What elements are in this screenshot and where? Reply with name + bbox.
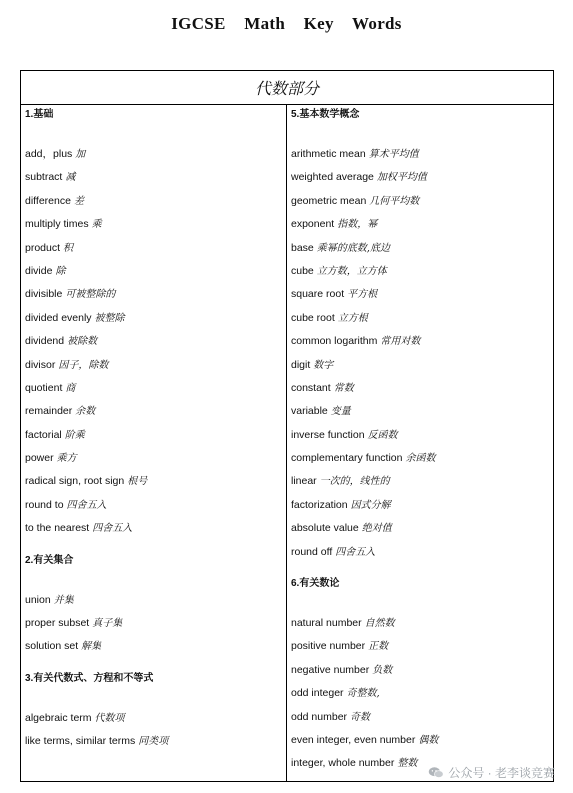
term-chinese: 加	[75, 149, 86, 160]
term-chinese: 减	[65, 172, 76, 184]
term-row	[25, 190, 286, 213]
term-chinese: 偶数	[418, 734, 439, 746]
term-row	[25, 635, 286, 658]
term-row	[25, 213, 286, 236]
term-chinese: 阶乘	[64, 429, 85, 441]
term-chinese: 真子集	[92, 618, 123, 630]
term-row	[291, 470, 553, 493]
term-row	[291, 283, 553, 306]
term-chinese: 绝对值	[361, 523, 392, 535]
term-chinese: 四舍五入	[66, 499, 107, 511]
section-gap	[25, 569, 286, 589]
term-row	[291, 354, 553, 377]
term-chinese: 差	[73, 195, 84, 207]
right-column	[287, 105, 553, 782]
term-row	[291, 635, 553, 658]
term-english: base	[291, 241, 314, 254]
term-row	[25, 447, 286, 470]
term-english: exponent	[291, 218, 335, 231]
term-chinese: 几何平均数	[369, 195, 420, 207]
term-chinese: 负数	[372, 664, 393, 676]
term-chinese: 同类项	[138, 736, 169, 748]
term-chinese: 代数项	[94, 712, 125, 724]
section-gap	[25, 123, 286, 143]
term-chinese: 并集	[53, 594, 74, 606]
term-chinese: 立方数，立方体	[316, 265, 387, 277]
term-english: multiply times	[25, 218, 89, 231]
page-title: IGCSE Math Key Words	[171, 14, 402, 33]
term-english: algebraic term	[25, 711, 92, 724]
term-english: divided evenly	[25, 311, 92, 324]
term-row	[25, 707, 286, 730]
section-spacer	[25, 659, 286, 671]
term-chinese: 加权平均值	[376, 172, 427, 184]
term-english: union	[25, 593, 51, 606]
term-chinese: 乘方	[56, 453, 77, 465]
term-english: geometric mean	[291, 194, 367, 207]
term-chinese: 因式分解	[350, 499, 391, 511]
term-chinese: 被除数	[67, 336, 98, 348]
term-row	[25, 260, 286, 283]
term-row	[25, 354, 286, 377]
term-english: round to	[25, 498, 64, 511]
term-row	[291, 447, 553, 470]
term-chinese: 余函数	[405, 453, 436, 465]
term-row	[25, 377, 286, 400]
term-english: cube	[291, 264, 314, 277]
term-row	[25, 237, 286, 260]
term-chinese: 立方根	[337, 312, 368, 324]
term-chinese: 常数	[333, 382, 354, 394]
term-chinese: 可被整除的	[65, 289, 116, 301]
term-row	[291, 517, 553, 540]
term-chinese: 积	[63, 242, 74, 254]
section-title: 1.基础	[25, 109, 54, 120]
section-gap	[291, 592, 553, 612]
term-english: odd number	[291, 710, 348, 723]
term-chinese: 根号	[127, 476, 148, 488]
term-row	[291, 706, 553, 729]
section-title: 6.有关数论	[291, 578, 340, 590]
term-row	[291, 190, 553, 213]
term-english: product	[25, 241, 61, 254]
term-chinese: 余数	[75, 406, 96, 418]
term-english: common logarithm	[291, 335, 378, 348]
term-chinese: 四舍五入	[92, 523, 133, 535]
term-row	[291, 424, 553, 447]
term-chinese: 解集	[81, 641, 102, 653]
term-english: factorial	[25, 428, 62, 441]
term-row	[291, 659, 553, 682]
term-english: difference	[25, 194, 71, 207]
term-english: variable	[291, 405, 328, 418]
section-spacer	[291, 564, 553, 576]
term-english: cube root	[291, 311, 335, 324]
section-title: 5.基本数学概念	[291, 109, 360, 120]
term-english: divide	[25, 264, 53, 277]
table-header: 代数部分	[21, 71, 553, 105]
term-english: square root	[291, 288, 345, 301]
term-chinese: 反函数	[367, 429, 398, 441]
term-row	[291, 541, 553, 564]
term-chinese: 商	[65, 382, 76, 394]
term-row	[291, 213, 553, 236]
term-row	[25, 470, 286, 493]
term-row	[25, 612, 286, 635]
term-row	[291, 260, 553, 283]
term-english: radical sign, root sign	[25, 475, 125, 488]
term-chinese: 变量	[330, 406, 351, 418]
term-chinese: 正数	[368, 641, 389, 653]
watermark	[428, 764, 555, 781]
term-chinese: 数字	[313, 359, 334, 371]
term-english: arithmetic mean	[291, 148, 366, 160]
wechat-icon	[428, 766, 444, 779]
term-row	[25, 517, 286, 540]
term-english: weighted average	[291, 171, 374, 184]
term-chinese: 除	[55, 265, 66, 277]
term-english: solution set	[25, 640, 79, 653]
term-chinese: 乘	[91, 219, 102, 231]
term-chinese: 整数	[397, 758, 418, 770]
term-chinese: 自然数	[364, 618, 395, 630]
term-english: power	[25, 452, 54, 465]
term-row	[291, 377, 553, 400]
term-row	[291, 330, 553, 353]
term-row	[291, 729, 553, 752]
term-chinese: 乘幂的底数,底边	[316, 242, 390, 254]
term-english: subtract	[25, 171, 63, 184]
term-chinese: 奇数	[350, 711, 371, 723]
term-english: divisible	[25, 288, 63, 301]
term-english: inverse function	[291, 428, 365, 441]
term-row	[291, 166, 553, 189]
term-row	[25, 400, 286, 423]
term-english: quotient	[25, 381, 63, 394]
term-row	[291, 400, 553, 423]
term-english: natural number	[291, 617, 362, 630]
term-english: constant	[291, 381, 331, 394]
term-row	[291, 494, 553, 517]
term-row	[25, 307, 286, 330]
term-english: to the nearest	[25, 522, 90, 535]
term-english: odd integer	[291, 687, 344, 700]
term-row	[291, 143, 553, 166]
term-english: linear	[291, 475, 317, 488]
watermark-text: 公众号 · 老李谈竞赛	[448, 766, 555, 780]
term-row	[291, 307, 553, 330]
term-english: round off	[291, 545, 333, 558]
term-row	[25, 143, 286, 166]
term-row	[291, 237, 553, 260]
term-english: absolute value	[291, 522, 359, 535]
term-row	[25, 166, 286, 189]
term-english: positive number	[291, 640, 366, 653]
term-english: factorization	[291, 498, 348, 511]
term-english: like terms, similar terms	[25, 735, 136, 748]
term-english: divisor	[25, 358, 56, 371]
term-english: add，plus	[25, 148, 73, 160]
left-column	[21, 105, 287, 782]
term-row	[25, 283, 286, 306]
term-chinese: 被整除	[94, 312, 125, 324]
term-english: proper subset	[25, 617, 90, 630]
section-gap	[291, 123, 553, 143]
term-english: complementary function	[291, 452, 403, 465]
term-row	[291, 682, 553, 705]
term-chinese: 因子，除数	[58, 359, 109, 371]
section-spacer	[25, 541, 286, 553]
term-chinese: 平方根	[347, 289, 378, 301]
term-row	[25, 424, 286, 447]
vocabulary-table	[20, 70, 554, 782]
term-chinese: 一次的，线性的	[319, 476, 390, 488]
section-title: 2.有关集合	[25, 554, 74, 566]
term-english: dividend	[25, 335, 65, 348]
term-chinese: 算术平均值	[368, 149, 419, 160]
term-chinese: 指数，幂	[337, 219, 378, 231]
term-english: negative number	[291, 663, 370, 676]
term-english: integer, whole number	[291, 757, 395, 770]
term-row	[25, 589, 286, 612]
section-title: 3.有关代数式、方程和不等式	[25, 672, 154, 684]
term-row	[25, 730, 286, 753]
term-english: even integer, even number	[291, 733, 416, 746]
term-row	[25, 330, 286, 353]
section-gap	[25, 687, 286, 707]
term-chinese: 奇整数,	[346, 688, 380, 700]
term-row	[291, 612, 553, 635]
term-row	[25, 494, 286, 517]
term-english: digit	[291, 358, 311, 371]
term-chinese: 四舍五入	[335, 546, 376, 558]
term-chinese: 常用对数	[380, 336, 421, 348]
term-english: remainder	[25, 405, 73, 418]
